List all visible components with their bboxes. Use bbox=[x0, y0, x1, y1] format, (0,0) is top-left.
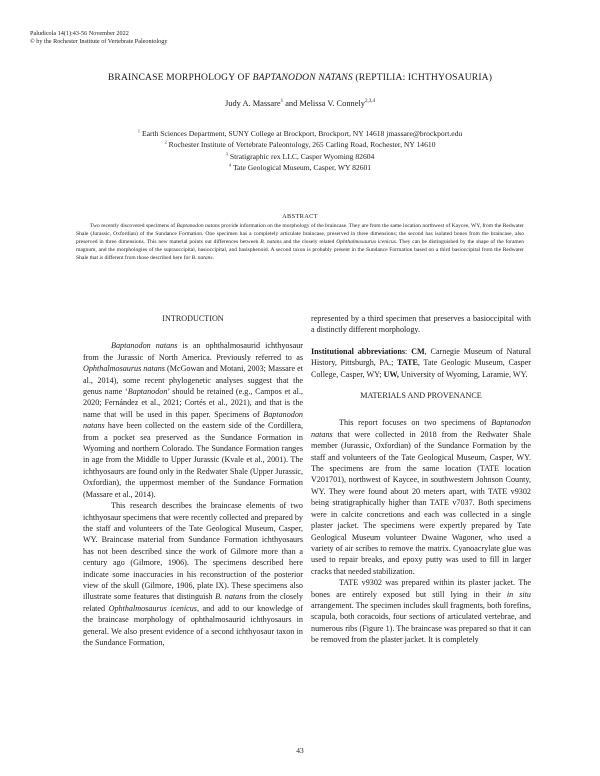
affiliation-1: $^1$ Earth Sciences Department, SUNY College at Brockport, Brockport, NY 14618 jmassare@brockport.edu bbox=[137, 128, 463, 138]
affiliations bbox=[0, 128, 600, 173]
materials-paragraph-2: TATE v9302 was prepared within its plaster jacket. The bones are entirely exposed but still lying in their in situ arrangement. The specimen includes skull fragments, both forefins, scapula, both coracoids, four sections of articulated vertebrae, and numerous ribs (Figure 1). The braincase was prepared so that it can be removed from the plaster jacket. It is completely bbox=[311, 578, 531, 645]
running-header bbox=[30, 30, 167, 46]
intro-paragraph-2: This research describes the braincase elements of two ichthyosaur specimens that were recently collected and prepared by the staff and volunteers of the Tate Geological Museum, Casper, WY. Braincase material from Sundance Formation ichthyosaurs has not been described since the work of Gilmore more than a century ago (Gilmore, 1906). The specimens described here indicate some inaccuracies in his reconstruction of the posterior view of the skull (Gilmore, 1906, plate IX). These specimens also illustrate some features that distinguish B. natans from the closely related Ophthalmosaurus icenicus, and add to our knowledge of the braincase morphology of ophthalmosaurid ichthyosaurs in general. We also present evidence of a second ichthyosaur taxon in the Sundance Formation, bbox=[83, 501, 303, 647]
author-line: Judy A. Massare$^1$ and Melissa V. Connely$^{2,3,4}$ bbox=[225, 99, 375, 108]
copyright-line: © by the Rochester Institute of Vertebrate Paleontology bbox=[30, 38, 168, 46]
introduction-heading: INTRODUCTION bbox=[162, 314, 224, 323]
paper-title: BRAINCASE MORPHOLOGY OF BAPTANODON NATANS (REPTILIA: ICHTHYOSAURIA) bbox=[107, 72, 493, 83]
institutional-abbreviations: Institutional abbreviations: CM, Carnegie Museum of Natural History, Pittsburgh, PA.; TATE, Tate Geologic Museum, Casper College, Casper, WY; UW, University of Wyoming, Laramie, WY. bbox=[311, 346, 532, 379]
right-column bbox=[311, 313, 531, 646]
abstract-heading: ABSTRACT bbox=[282, 213, 318, 220]
intro-continuation: represented by a third specimen that preserves a basioccipital with a distinctly different morphology. bbox=[311, 314, 531, 335]
abstract-text: Two recently discovered specimens of Baptanodon natans provide information on the morphology of the braincase. They are from the same location northwest of Kaycee, WY, from the Redwater Shale (Jurassic, Oxfordian) of the Sundance Formation. One specimen has a completely articulate braincase, preserved in three dimensions; the second has isolated bones from the braincase, also preserved in three dimensions. This new material points out differences between B. natans and the closely related Ophthalmosaurus icenicus. They can be distinguished by the shape of the foramen magnum, and the morphologies of the supraoccipital, basioccipital, and basisphenoid. A second taxon is probably present in the Sundance Formation based on a third basioccipital from the Redwater Shale that is different from those described here for B. natans. bbox=[76, 223, 524, 262]
affiliation-3: $^3$ Stratigraphic rex LLC, Casper Wyoming 82604 bbox=[225, 151, 375, 161]
page-number: 43 bbox=[296, 746, 304, 755]
materials-paragraph-1: This report focuses on two specimens of Baptanodon natans that were collected in 2018 from the Redwater Shale member (Jurassic, Oxfordian) of the Sundance Formation by the staff and volunteers of the Tate Geological Museum, Casper, WY. The specimens are from the same location (TATE location V201701), northwest of Kaycee, in southwestern Johnson County, WY. They were found about 20 meters apart, with TATE v9302 being stratigraphically higher than TATE v7037. Both specimens were in calcite concretions and each was collected in a single plaster jacket. The specimens were expertly prepared by Tate Geological Museum volunteer Dwaine Wagoner, who used a variety of air scribes to remove the matrix. Cyanoacrylate glue was used to repair breaks, and epoxy putty was used to fill in larger cracks that needed stabilization. bbox=[311, 418, 531, 576]
affiliation-2: $^2$ Rochester Institute of Vertebrate Paleontology, 265 Carling Road, Rochester, NY 14610 bbox=[164, 139, 436, 150]
intro-paragraph-1: Baptanodon natans is an ophthalmosaurid ichthyosaur from the Jurassic of North America. Previously referred to as Ophthalmosaurus natans (McGowan and Motani, 2003; Massare et al., 2014), some recent phylogenetic analyses suggest that the genus name ‘Baptanodon’ should be retained (e.g., Campos et al., 2020; Fernández et al., 2021; Cortés et al., 2021), and that is the name that will be used in this paper. Specimens of Baptanodon natans have been collected on the eastern side of the Cordillera, from a pocket sea preserved as the Sundance Formation in Wyoming and northern Colorado. The Sundance Formation ranges in age from the Middle to Upper Jurassic (Kvale et al., 2001). The ichthyosaurs are found only in the Redwater Shale (Upper Jurassic, Oxfordian), the uppermost member of the Sundance Formation (Massare et al., 2014). bbox=[83, 341, 303, 499]
materials-heading: MATERIALS AND PROVENANCE bbox=[360, 391, 482, 401]
journal-citation: Paludicola 14(1):43-56 November 2022 bbox=[30, 30, 129, 37]
affiliation-4: $^4$ Tate Geological Museum, Casper, WY 82601 bbox=[228, 162, 372, 172]
left-column bbox=[83, 313, 303, 648]
